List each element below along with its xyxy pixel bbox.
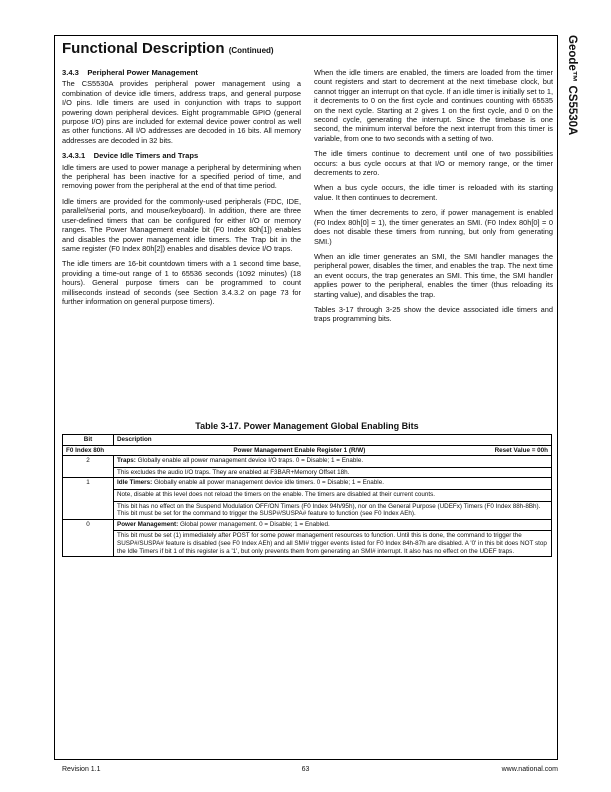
field-description: Globally enable all power management device I/O traps. 0 = Disable; 1 = Enable. [135,457,364,465]
page-title [62,40,274,57]
paragraph: Idle timers are provided for the commonly-used peripherals (FDC, IDE, parallel/serial ports, and mouse/keyboard). In addition, there are three user-defined timers that can be configured for either I/O or memory ranges. The Power Management enable bit (F0 Index 80h[1]) enables and disables the power management idle timers. The Trap bit in the same register (F0 Index 80h[2]) enables and disables device I/O traps. [62,196,301,253]
register-reset-value: Reset Value = 00h [494,446,548,454]
paragraph: When the idle timers are enabled, the timers are loaded from the timer count registers and start to decrement at the next timebase clock, but cannot trigger an interrupt on that cycle. If an idle timer is initially set to 1, it decrements to 0 on the first cycle and continues counting with 65535 on the next cycle. Starting at 2 gives 1 on the first cycle, and 0 on the second cycle, generating the interrupt. Since the timebase is one second, the minimum interval before the next interrupt from this timer is variable, from one to two seconds with a setting of two. [314,68,553,143]
paragraph: Idle timers are used to power manage a peripheral by determining when the peripheral has been inactive for a specified period of time, and removing power from the peripheral at the end of that time period. [62,162,301,191]
register-row [63,445,552,456]
bit-cell: 2 [63,456,114,478]
field-description: Global power management. 0 = Disable; 1 = Enabled. [178,520,330,528]
description-line [114,521,551,529]
description-cell [114,519,552,556]
page-title-text: Functional Description [62,40,225,57]
description-line [114,479,551,487]
left-column [62,68,301,312]
section-heading-3431: 3.4.3.1 Device Idle Timers and Traps [62,151,199,161]
register-info [63,445,552,456]
paragraph: Tables 3-17 through 3-25 show the device associated idle timers and traps programming bits. [314,304,553,324]
description-line [114,457,551,465]
footer-page-number: 63 [301,766,310,773]
footer-revision: Revision 1.1 [62,766,101,773]
table-row [63,519,552,556]
field-label: Power Management: [117,520,179,528]
description-cell [114,478,552,519]
right-column [314,68,553,330]
product-title: Geode™ CS5530A [566,35,578,136]
register-name: Power Management Enable Register 1 (R/W) [233,446,366,454]
table-header-row [63,435,552,446]
page-title-continued: (Continued) [228,46,274,55]
description-note: This excludes the audio I/O traps. They are enabled at F3BAR+Memory Offset 18h. [114,467,551,477]
description-note: This bit must be set (1) immediately after POST for some power management resources to function. Until this is done, the command to trigger the SUSP#/SUSPA# feature is disabled (see F0 Index AEh) and all SMI# trigger events listed for F0 Index 84h-87h are disabled. A '0' in this bit does NOT stop the Idle Timers if bit 1 of this register is a '1', but only prevents them from generating an SMI# interrupt. It also has no effect on the UDEF traps. [114,530,551,555]
paragraph: The idle timers are 16-bit countdown timers with a 1 second time base, providing a time-out range of 1 to 65536 seconds (1092 minutes) (18 hours). General purpose timers can be programmed to count milliseconds instead of seconds (see Section 3.4.3.2 on page 73 for further information on general purpose timers). [62,259,301,306]
paragraph: When the timer decrements to zero, if power management is enabled (F0 Index 80h[0] = 1), the timer generates an SMI. (F0 Index 80h[0] = 0 does not disable these timers from running, but only from generating SMI.) [314,208,553,246]
bit-cell: 1 [63,478,114,519]
field-label: Idle Timers: [117,479,153,487]
field-description: Globally enable all power management device idle timers. 0 = Disable; 1 = Enable. [152,479,384,487]
section-heading-343: 3.4.3 Peripheral Power Management [62,68,198,77]
description-cell [114,456,552,478]
paragraph: The CS5530A provides peripheral power management using a combination of device idle timers, address traps, and general purpose I/O pins. Idle timers are used in conjunction with traps to support powering down peripheral devices. Eight programmable GPIO (general purpose I/O) pins are included for external device power control as well as other functions. All I/O addresses are decoded in 16 bits. All memory addresses are decoded in 32 bits. [62,79,301,145]
column-header-description: Description [114,435,552,446]
side-title [563,35,581,235]
table-row [63,456,552,478]
paragraph: When an idle timer generates an SMI, the SMI handler manages the peripheral power, disables the timer, and enables the trap. The next time an event occurs, the trap generates an SMI. This time, the SMI handler applies power to the peripheral, enables the timer (thus reloading its starting value), and disables the trap. [314,251,553,299]
column-header-bit: Bit [63,435,114,446]
field-label: Traps: [117,457,136,465]
description-note: Note, disable at this level does not reload the timers on the enable. The timers are disabled at their current counts. [114,489,551,499]
paragraph: The idle timers continue to decrement until one of two possibilities occurs: a bus cycle occurs at that I/O or memory range, or the timer decrements to zero. [314,149,553,178]
register-index: F0 Index 80h [66,446,105,454]
register-table [62,434,552,557]
description-note: This bit has no effect on the Suspend Modulation OFF/ON Timers (F0 Index 94h/95h), nor on the General Purpose (UDEFx) Timers (F0 Index 88h-8Bh). This bit must be set for the command to trigger the SUSP#/SUSPA# feature to function (see F0 Index AEh). [114,501,551,518]
table-caption: Table 3-17. Power Management Global Enabling Bits [195,421,419,431]
paragraph: When a bus cycle occurs, the idle timer is reloaded with its starting value. It then continues to decrement. [314,183,553,202]
footer-url: www.national.com [501,766,558,773]
bit-cell: 0 [63,519,114,556]
table-row [63,478,552,519]
